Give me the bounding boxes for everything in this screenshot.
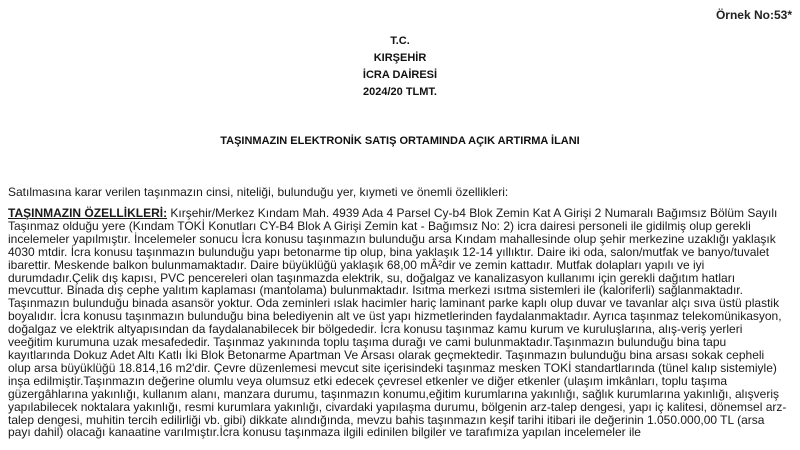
sample-number: Örnek No:53* [715,8,792,22]
header-file-number: 2024/20 TLMT. [363,86,437,98]
header-country: T.C. [390,35,410,47]
property-text: Kırşehir/Merkez Kındam Mah. 4939 Ada 4 Parsel Cy-b4 Blok Zemin Kat A Girişi 2 Numaralı Bağımsız Bölüm Sayılı Taşınmaz olduğu yere (Kındam TOKİ Konutları CY-B4 Blok A Girişi Zemin kat - Bağımsız No: 2) icra dairesi personeli ile gidilmiş olup gerekli incelemeler yapılmıştır. İncelemeler sonucu İcra konusu taşınmazın bulunduğu arsa Kındam mahallesinde olup şehir merkezine uzaklığı yaklaşık 4030 mtdir. İcra konusu taşınmazın bulunduğu yapı betonarme tip olup, bina yaklaşık 12-14 yıllıktır. Daire iki oda, salon/mutfak ve banyo/tuvalet ibarettir. Meskende balkon bulunmamaktadır. Daire büyüklüğü yaklaşık 68,00 mÂ²dir ve zemin kattadır. Mutfak dolapları yapılı ve iyi durumdadır.Çelik dış kapısı, PVC pencereleri olan taşınmazda elektrik, su, doğalgaz ve kanalizasyon kullanımı için gerekli dağıtım hatları mevcuttur. Binada dış cephe yalıtım kaplaması (mantolama) bulunmaktadır. Isıtma merkezi ısıtma sistemleri ile (kaloriferli) sağlanmaktadır. Taşınmazın bulunduğu binada asansör yoktur. Oda zeminleri ıslak hacimler hariç laminant parke kaplı olup duvar ve tavanlar alçı sıva üstü plastik boyalıdır. İcra konusu taşınmazın bulunduğu bina belediyenin alt ve üst yapı hizmetlerinden faydalanmaktadır. Ayrıca taşınmaz telekomünikasyon, doğalgaz ve elektrik altyapısından da faydalanabilecek bir bölgededir. İcra konusu taşınmaz kamu kurum ve kuruluşlarına, alış-veriş yerleri veeğitim kurumuna uzak mesafededir. Taşınmaz yakınında toplu taşıma durağı ve cami bulunmaktadır.Taşınmazın bulunduğu bina tapu kayıtlarında Dokuz Adet Altı Katlı İki Blok Betonarme Apartman Ve Arsası olarak geçmektedir. Taşınmazın bulunduğu bina arsası sokak cepheli olup arsa büyüklüğü 18.814,16 m2'dir. Çevre düzenlemesi mevcut site içerisindeki taşınmaz mesken TOKİ standartlarında (tünel kalıp sistemiyle) inşa edilmiştir.Taşınmazın değerine olumlu veya olumsuz etki edecek çevresel etkenler ve diğer etkenler (ulaşım imkânları, toplu taşıma güzergâhlarına yakınlığı, kullanım alanı, manzara durumu, taşınmazın konumu,eğitim kurumlarına yakınlığı, sağlık kurumlarına yakınlığı, alışveriş yapılabilecek noktalara yakınlığı, resmi kurumlara yakınlığı, civardaki yapılaşma durumu, bölgenin arz-talep dengesi, yapı iç kalitesi, dönemsel arz-talep dengesi, muhitin tercih edilirliği vb. gibi) dikkate alındığında, mevzu bahis taşınmazın keşif tarihi itibari ile değerinin 1.050.000,00 TL (arsa payı dahil) olacağı kanaatine varılmıştır.İcra konusu taşınmaza ilgili edinilen bilgiler ve tarafımıza yapılan incelemeler ile [8,206,787,440]
document-header [0,33,800,101]
header-city: KIRŞEHİR [373,52,427,64]
header-office: İCRA DAİRESİ [362,69,438,81]
property-description [8,207,790,439]
intro-paragraph: Satılmasına karar verilen taşınmazın cinsi, niteliği, bulunduğu yer, kıymeti ve önemli özellikleri: [8,185,509,199]
document-title: TAŞINMAZIN ELEKTRONİK SATIŞ ORTAMINDA AÇIK ARTIRMA İLANI [220,135,580,147]
property-label: TAŞINMAZIN ÖZELLİKLERİ: [8,206,168,220]
